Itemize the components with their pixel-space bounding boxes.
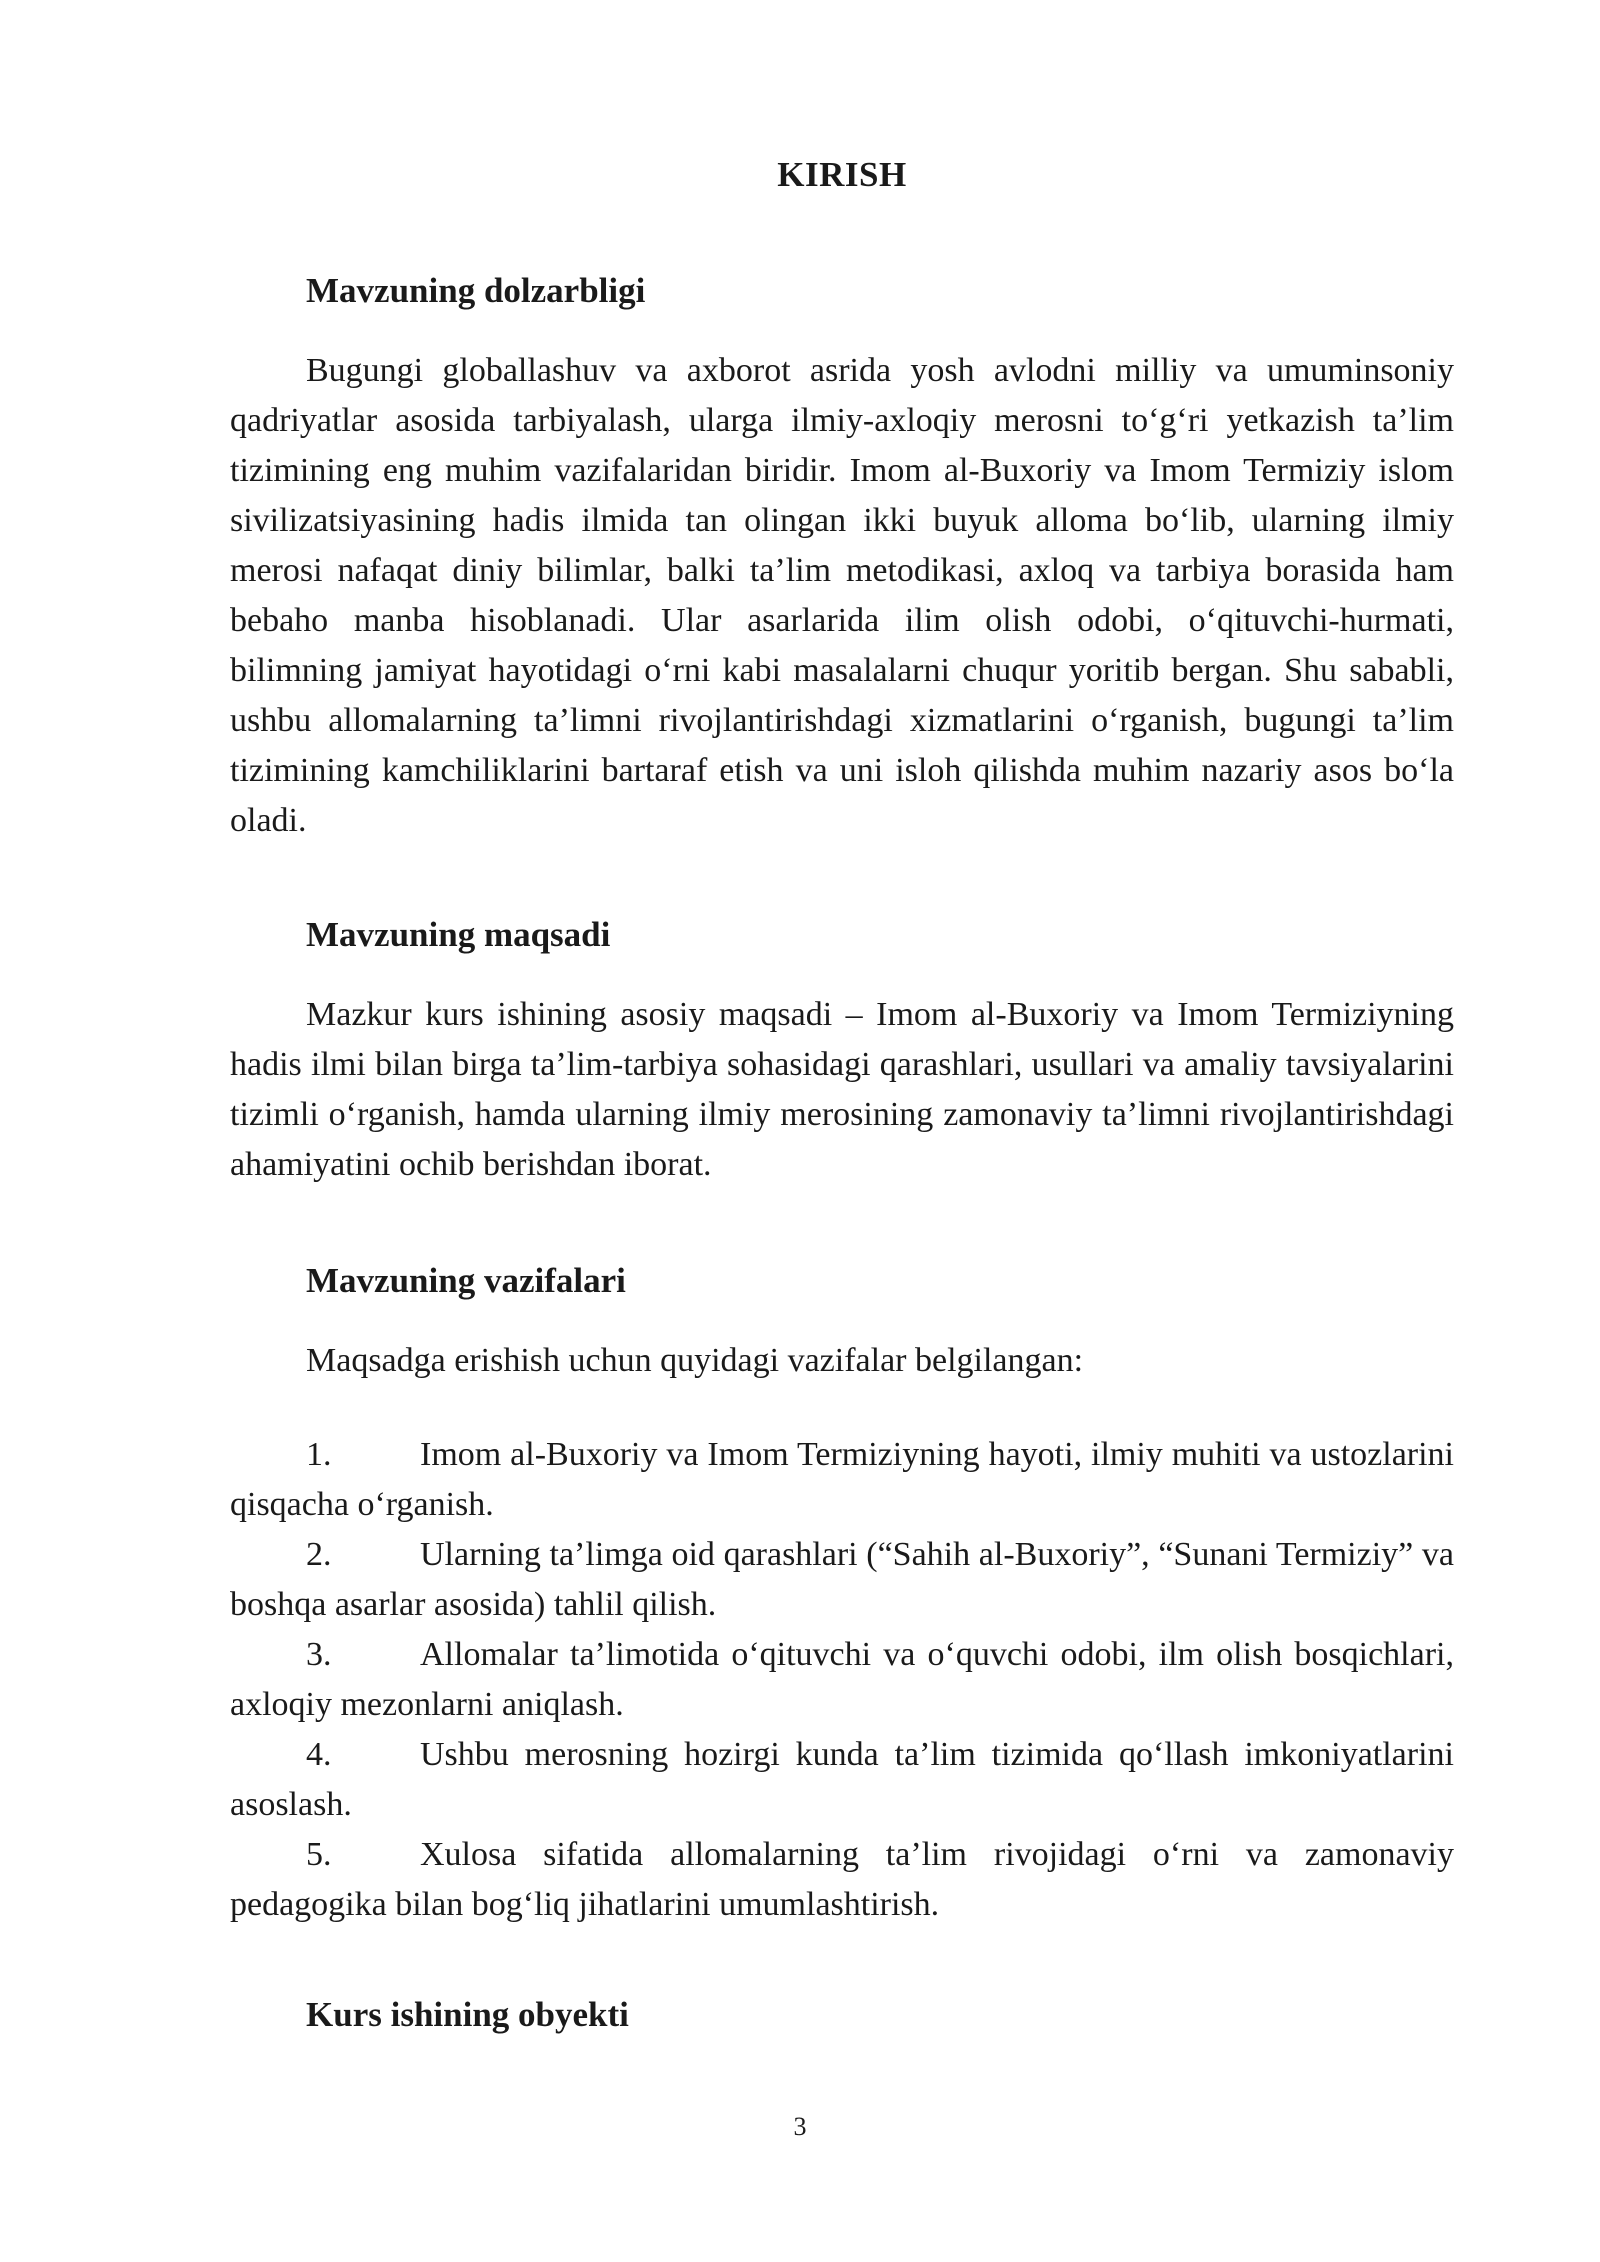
list-item	[230, 1730, 1454, 1830]
list-item-number: 4.	[306, 1736, 332, 1773]
list-item	[230, 1430, 1454, 1530]
paragraph-dolzarbligi: Bugungi globallashuv va axborot asrida yosh avlodni milliy va umuminsoniy qadriyatlar asosida tarbiyalash, ularga ilmiy-axloqiy merosni to‘g‘ri yetkazish ta’lim tizimining eng muhim vazifalaridan biridir. Imom al-Buxoriy va Imom Termiziy islom sivilizatsiyasining hadis ilmida tan olingan ikki buyuk alloma bo‘lib, ularning ilmiy merosi nafaqat diniy bilimlar, balki ta’lim metodikasi, axloq va tarbiya borasida ham bebaho manba hisoblanadi. Ular asarlarida ilim olish odobi, o‘qituvchi-hurmati, bilimning jamiyat hayotidagi o‘rni kabi masalalarni chuqur yoritib bergan. Shu sababli, ushbu allomalarning ta’limni rivojlantirishdagi xizmatlarini o‘rganish, bugungi ta’lim tizimining kamchiliklarini bartaraf etish va uni isloh qilishda muhim nazariy asos bo‘la oladi.	[230, 352, 1454, 839]
heading-vazifalari: Mavzuning vazifalari	[306, 1261, 626, 1300]
list-item	[230, 1530, 1454, 1630]
list-item-text: Allomalar ta’limotida o‘qituvchi va o‘quvchi odobi, ilm olish bosqichlari, axloqiy mezonlarni aniqlash.	[230, 1636, 1454, 1723]
heading-maqsadi: Mavzuning maqsadi	[306, 915, 611, 954]
list-item-text: Imom al-Buxoriy va Imom Termiziyning hayoti, ilmiy muhiti va ustozlarini qisqacha o‘rganish.	[230, 1436, 1454, 1523]
list-item-text: Ularning ta’limga oid qarashlari (“Sahih al-Buxoriy”, “Sunani Termiziy” va boshqa asarlar asosida) tahlil qilish.	[230, 1536, 1454, 1623]
list-item-text: Ushbu merosning hozirgi kunda ta’lim tizimida qo‘llash imkoniyatlarini asoslash.	[230, 1736, 1454, 1823]
list-item-number: 3.	[306, 1636, 332, 1673]
paragraph-maqsadi: Mazkur kurs ishining asosiy maqsadi – Imom al-Buxoriy va Imom Termiziyning hadis ilmi bilan birga ta’lim-tarbiya sohasidagi qarashlari, usullari va amaliy tavsiyalarini tizimli o‘rganish, hamda ularning ilmiy merosining zamonaviy ta’limni rivojlantirishdagi ahamiyatini ochib berishdan iborat.	[230, 996, 1454, 1183]
page-title: KIRISH	[777, 155, 907, 194]
page-number: 3	[793, 2112, 807, 2141]
list-item	[230, 1630, 1454, 1730]
list-item-number: 2.	[306, 1536, 332, 1573]
heading-dolzarbligi: Mavzuning dolzarbligi	[306, 271, 646, 310]
list-item	[230, 1830, 1454, 1930]
vazifalari-intro: Maqsadga erishish uchun quyidagi vazifalar belgilangan:	[306, 1342, 1084, 1379]
list-item-number: 5.	[306, 1836, 332, 1873]
list-item-number: 1.	[306, 1436, 332, 1473]
tasks-list	[230, 1430, 1454, 1930]
heading-obyekti: Kurs ishining obyekti	[306, 1995, 629, 2034]
list-item-text: Xulosa sifatida allomalarning ta’lim rivojidagi o‘rni va zamonaviy pedagogika bilan bog‘liq jihatlarini umumlashtirish.	[230, 1836, 1454, 1923]
